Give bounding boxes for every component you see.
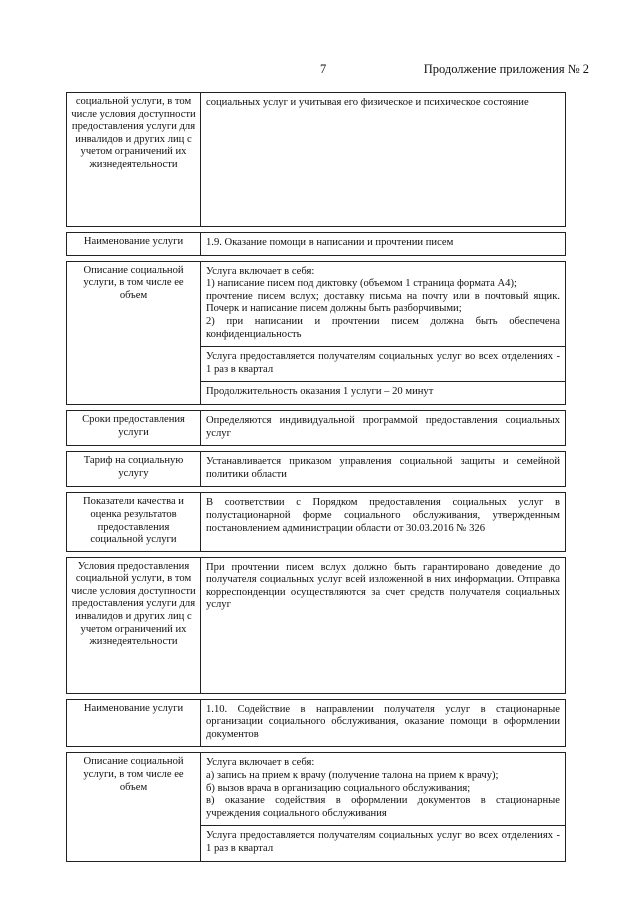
content-line: б) вызов врача в организацию социального обслуживания;	[206, 782, 471, 794]
content-line: социальных услуг и учитывая его физическое и психическое состояние	[206, 97, 529, 108]
row-label: Показатели качества и оценка результатов предоставления социальной услуги	[67, 493, 201, 551]
table-row	[67, 261, 566, 347]
service-table	[66, 92, 566, 862]
table-row	[67, 233, 566, 256]
content-line: Определяются индивидуальной программой предоставления социальных услуг	[206, 414, 560, 439]
table-row	[67, 410, 566, 445]
row-label: социальной услуги, в том числе условия доступности предоставления услуги для инвалидов и других лиц с учетом ограничений их жизнедеятельности	[67, 93, 201, 227]
row-content	[201, 93, 566, 227]
content-line: Устанавливается приказом управления социальной защиты и семейной политики области	[206, 456, 560, 480]
row-label: Наименование услуги	[67, 233, 201, 256]
row-label: Описание социальной услуги, в том числе ее объем	[67, 261, 201, 404]
content-line: Продолжительность оказания 1 услуги – 20 минут	[206, 386, 434, 398]
row-label: Наименование услуги	[67, 699, 201, 747]
content-line: 1) написание писем под диктовку (объемом 1 страница формата А4);	[206, 278, 517, 290]
table-row	[67, 452, 566, 487]
table-row	[67, 557, 566, 693]
row-label: Условия предоставления социальной услуги, в том числе условия доступности предоставления услуги для инвалидов и других лиц с учетом ограничений их жизнедеятельности	[67, 557, 201, 693]
row-content	[201, 699, 566, 747]
row-content-block	[201, 753, 566, 826]
row-content-block	[201, 382, 566, 405]
content-line: 1.9. Оказание помощи в написании и прочтении писем	[206, 237, 454, 248]
content-line: прочтение писем вслух; доставку письма на почту или в почтовый ящик. Почерк и написание писем должны быть разборчивыми;	[206, 290, 560, 315]
row-content-block	[201, 347, 566, 382]
page-number: 7	[320, 62, 327, 76]
content-line: При прочтении писем вслух должно быть гарантировано доведение до получателя социальных услуг всей изложенной в них информации. Отправка корреспонденции осуществляются за счет средств получателя социальных услуг	[206, 561, 560, 611]
row-content-block	[201, 261, 566, 347]
table-row	[67, 93, 566, 227]
content-line: Услуга включает в себя:	[206, 265, 315, 277]
content-line: Услуга предоставляется получателям социальных услуг во всех отделениях - 1 раз в квартал	[206, 830, 560, 855]
content-line: Услуга включает в себя:	[206, 757, 315, 769]
row-label: Описание социальной услуги, в том числе ее объем	[67, 753, 201, 861]
content-line: а) запись на прием к врачу (получение талона на прием к врачу);	[206, 770, 499, 782]
content-line: 2) при написании и прочтении писем должна быть обеспечена конфиденциальность	[206, 315, 560, 340]
page-header	[0, 62, 639, 78]
row-content	[201, 410, 566, 445]
row-content	[201, 452, 566, 487]
row-label: Сроки предоставления услуги	[67, 410, 201, 445]
row-label: Тариф на социальную услугу	[67, 452, 201, 487]
content-line: В соответствии с Порядком предоставления социальных услуг в полустационарной форме социального обслуживания, утвержденным постановлением администрации области от 30.03.2016 № 326	[206, 497, 560, 534]
row-content-block	[201, 826, 566, 861]
row-content	[201, 233, 566, 256]
content-line: Услуга предоставляется получателям социальных услуг во всех отделениях - 1 раз в квартал	[206, 351, 560, 375]
table-row	[67, 699, 566, 747]
table-row	[67, 493, 566, 551]
row-content	[201, 493, 566, 551]
appendix-continuation: Продолжение приложения № 2	[423, 62, 589, 76]
content-line: в) оказание содействия в оформлении документов в стационарные учреждения социального обслуживания	[206, 795, 560, 819]
table-row	[67, 753, 566, 826]
content-line: 1.10. Содействие в направлении получателя услуг в стационарные организации социального обслуживания, оказание помощи в оформлении документов	[206, 703, 560, 740]
row-content	[201, 557, 566, 693]
